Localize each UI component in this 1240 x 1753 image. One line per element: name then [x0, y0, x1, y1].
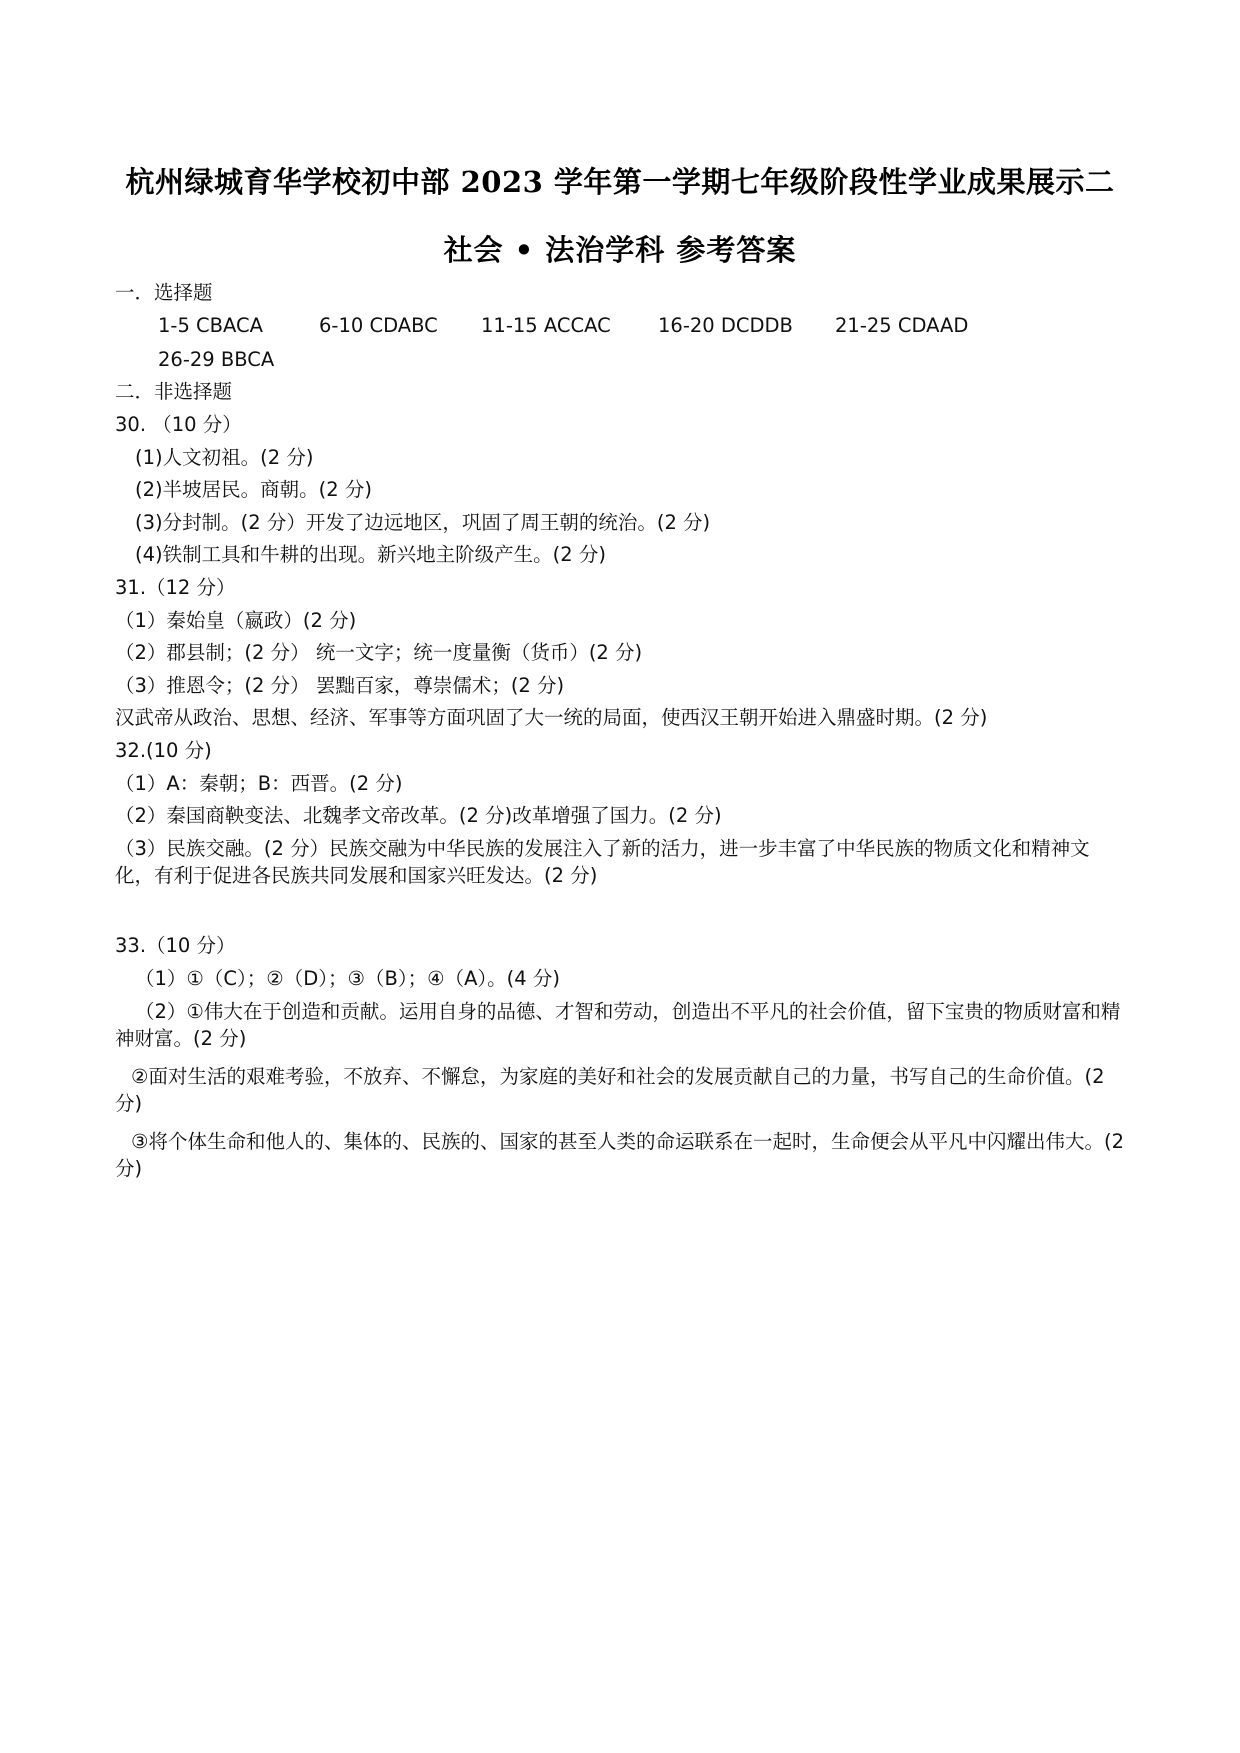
q31-answer-2: （2）郡县制；(2 分） 统一文字；统一度量衡（货币）(2 分)	[115, 641, 643, 664]
document-title: 杭州绿城育华学校初中部 2023 学年第一学期七年级阶段性学业成果展示二	[125, 165, 1115, 199]
q31-answer-1: （1）秦始皇（嬴政）(2 分)	[115, 609, 357, 632]
q32-answer-2: （2）秦国商鞅变法、北魏孝文帝改革。(2 分)改革增强了国力。(2 分)	[115, 804, 722, 827]
q33-answer-2: （2）①伟大在于创造和贡献。运用自身的品德、才智和劳动，创造出不平凡的社会价值，留下宝贵的物质财富和精神财富。(2 分)	[115, 1000, 1121, 1050]
document-subtitle: 社会 • 法治学科 参考答案	[443, 233, 797, 267]
answer-group-16-20: 16-20 DCDDB	[658, 314, 793, 337]
answer-group-1-5: 1-5 CBACA	[158, 314, 263, 337]
q30-answer-2: (2)半坡居民。商朝。(2 分)	[135, 478, 372, 501]
answer-group-21-25: 21-25 CDAAD	[835, 314, 969, 337]
q33-answer-4: ③将个体生命和他人的、集体的、民族的、国家的甚至人类的命运联系在一起时，生命便会从平凡中闪耀出伟大。(2 分)	[115, 1130, 1124, 1180]
section2-heading: 二．非选择题	[115, 380, 233, 403]
answer-group-26-29: 26-29 BBCA	[158, 348, 275, 371]
q32-answer-1: （1）A：秦朝；B：西晋。(2 分)	[115, 772, 403, 795]
q31-header: 31.（12 分）	[115, 576, 236, 599]
q32-header: 32.(10 分)	[115, 739, 212, 762]
q30-answer-3: (3)分封制。(2 分）开发了边远地区，巩固了周王朝的统治。(2 分)	[135, 511, 711, 534]
q30-answer-4: (4)铁制工具和牛耕的出现。新兴地主阶级产生。(2 分)	[135, 543, 606, 566]
q33-answer-3: ②面对生活的艰难考验，不放弃、不懈怠，为家庭的美好和社会的发展贡献自己的力量，书写自己的生命价值。(2 分)	[115, 1065, 1105, 1115]
q31-summary: 汉武帝从政治、思想、经济、军事等方面巩固了大一统的局面，使西汉王朝开始进入鼎盛时期。(2 分)	[115, 706, 988, 729]
q33-header: 33.（10 分）	[115, 934, 236, 957]
q30-answer-1: (1)人文初祖。(2 分)	[135, 446, 314, 469]
q32-answer-3: （3）民族交融。(2 分）民族交融为中华民族的发展注入了新的活力，进一步丰富了中华民族的物质文化和精神文化，有利于促进各民族共同发展和国家兴旺发达。(2 分)	[115, 837, 1090, 887]
q33-answer-1: （1）①（C）；②（D）；③（B）；④（A）。(4 分)	[135, 967, 561, 990]
q31-answer-3: （3）推恩令；(2 分） 罢黜百家，尊崇儒术；(2 分)	[115, 674, 565, 697]
answer-group-6-10: 6-10 CDABC	[319, 314, 438, 337]
q30-header: 30. （10 分）	[115, 413, 242, 436]
answer-group-11-15: 11-15 ACCAC	[481, 314, 611, 337]
section1-heading: 一．选择题	[115, 281, 213, 304]
